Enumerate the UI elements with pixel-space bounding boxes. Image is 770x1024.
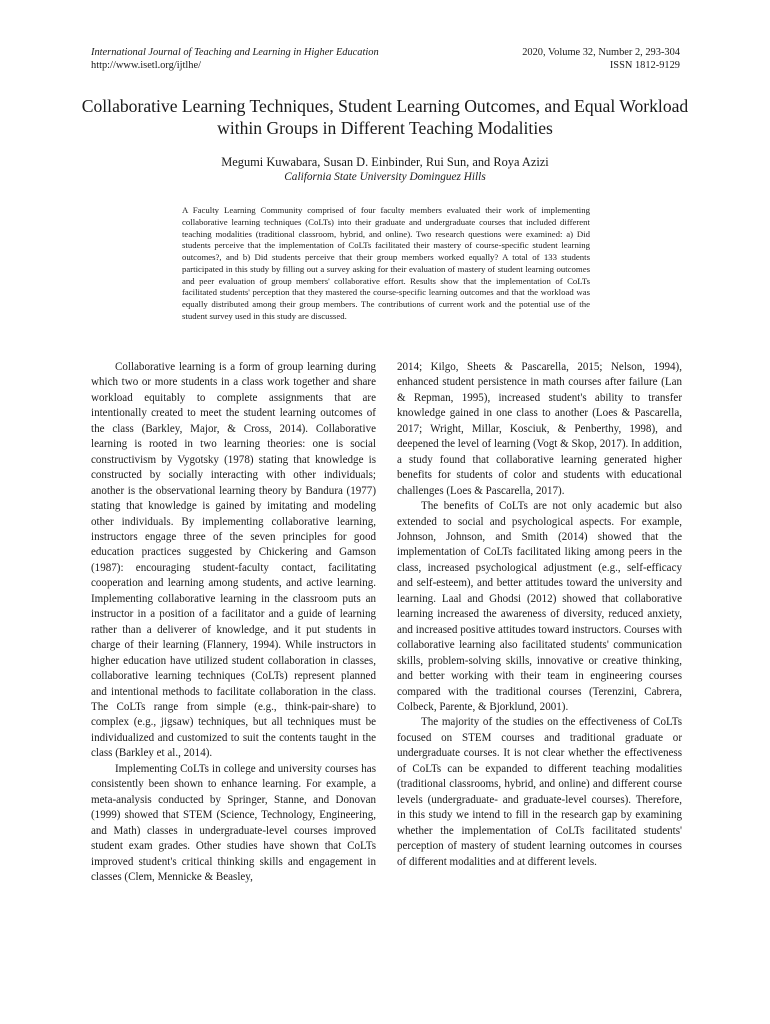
article-title: Collaborative Learning Techniques, Student Learning Outcomes, and Equal Workload within Groups in Different Teaching Modalities bbox=[81, 96, 689, 138]
affiliation: California State University Dominguez Hills bbox=[284, 171, 486, 183]
body-paragraph: The benefits of CoLTs are not only academic but also extended to social and psychological aspects. For example, Johnson, Johnson, and Smith (2014) showed that the implementation of CoLTs facilitated liking among peers in the class, increased psychological adjustment (e.g., self-efficacy and self-esteem), and better attitudes toward the university and learning. Laal and Ghodsi (2012) showed that collaborative learning increased the awareness of diversity, reduced anxiety, and increased positive attitudes toward instructors. Courses with collaborative learning also facilitated students' communication skills, problem-solving skills, innovative or creative thinking, and better working with their team in engineering courses compared with the traditional courses (Terenzini, Cabrera, Colbeck, Parente, & Bjorklund, 2001). bbox=[397, 500, 682, 713]
volume-info: 2020, Volume 32, Number 2, 293-304 bbox=[522, 47, 680, 58]
header-right bbox=[522, 46, 680, 72]
body-paragraph-continued: 2014; Kilgo, Sheets & Pascarella, 2015; Nelson, 1994), enhanced student persistence in math courses after failure (Lan & Repman, 1995), increased student's ability to transfer knowledge gained in one class to another (Loes & Pascarella, 2017; Wright, Millar, Kosciuk, & Penberthy, 1998), and deepened the level of learning (Vogt & Skop, 2017). In addition, a study found that collaborative learning generated higher benefits for students of color and students with educational challenges (Loes & Pascarella, 2017). bbox=[397, 361, 682, 497]
body-paragraph: Collaborative learning is a form of group learning during which two or more students in a class work together and share workload equitably to complete assignments that are intentionally created to meet the student learning outcomes of the class (Barkley, Major, & Cross, 2014). Collaborative learning is rooted in two learning theories: one is social constructivism by Vygotsky (1978) stating that knowledge is constructed by socially interacting with other individuals; another is the observational learning theory by Bandura (1977) stating that knowledge is gained by imitating and modeling other individuals. By implementing collaborative learning, instructors engage three of the seven principles for good education practices suggested by Chickering and Gamson (1987): encouraging student-faculty contact, facilitating cooperation and learning among students, and active learning. Implementing collaborative learning in the classroom puts an instructor in a position of a facilitator and a guide of learning rather than a deliverer of knowledge, and it put students in charge of their learning (Flannery, 1994). While instructors in higher education have utilized student collaboration in classes, collaborative learning techniques (CoLTs) represent planned and intentional methods to facilitate collaboration in the class. The CoLTs range from simple (e.g., think-pair-share) to complex (e.g., jigsaw) techniques, but all techniques must be individualized and customized to suit the contents taught in the class (Barkley et al., 2014). bbox=[91, 361, 376, 760]
body-paragraph: Implementing CoLTs in college and university courses has consistently been shown to enhance learning. For example, a meta-analysis conducted by Springer, Stanne, and Donovan (1999) showed that STEM (Science, Technology, Engineering, and Math) classes in undergraduate-level courses improved student exam grades. Other studies have shown that CoLTs improved student's critical thinking skills and engagement in classes (Clem, Mennicke & Beasley, bbox=[91, 762, 376, 883]
journal-url: http://www.isetl.org/ijtlhe/ bbox=[91, 60, 201, 71]
issn: ISSN 1812-9129 bbox=[609, 60, 680, 71]
author-list: Megumi Kuwabara, Susan D. Einbinder, Rui Sun, and Roya Azizi bbox=[221, 155, 549, 169]
body-paragraph: The majority of the studies on the effectiveness of CoLTs focused on STEM courses and traditional graduate or undergraduate courses. It is not clear whether the effectiveness of CoLTs can be expanded to different teaching modalities (traditional classrooms, hybrid, and online) and different course levels (undergraduate- and graduate-level courses). Therefore, in this study we intend to fill in the research gap by examining whether the implementation of CoLTs facilitated students' perception of mastery of student learning outcomes in courses of different modalities and at different levels. bbox=[397, 716, 682, 868]
abstract: A Faculty Learning Community comprised of four faculty members evaluated their work of implementing collaborative learning techniques (CoLTs) into their graduate and undergraduate courses that included different teaching modalities (traditional classroom, hybrid, and online). Two research questions were examined: a) Did students perceive that the implementation of CoLTs facilitated their mastery of course-specific student learning outcomes?, and b) Did students perceive that their group members worked equally? A total of 133 students participated in this study by filling out a survey asking for their evaluation of mastery of student learning outcomes and peer evaluation of group members' collaborative effort. Results show that the implementation of CoLTs facilitated students' perception that they mastered the course-specific learning outcomes and that the workload was equally distributed among their group members. The contributions of current work and the potential use of the student survey used in this study are discussed. bbox=[182, 205, 590, 322]
journal-name: International Journal of Teaching and Learning in Higher Education bbox=[91, 47, 379, 58]
body-column-left bbox=[91, 360, 376, 885]
header-left bbox=[91, 46, 379, 72]
body-column-right bbox=[397, 360, 682, 870]
